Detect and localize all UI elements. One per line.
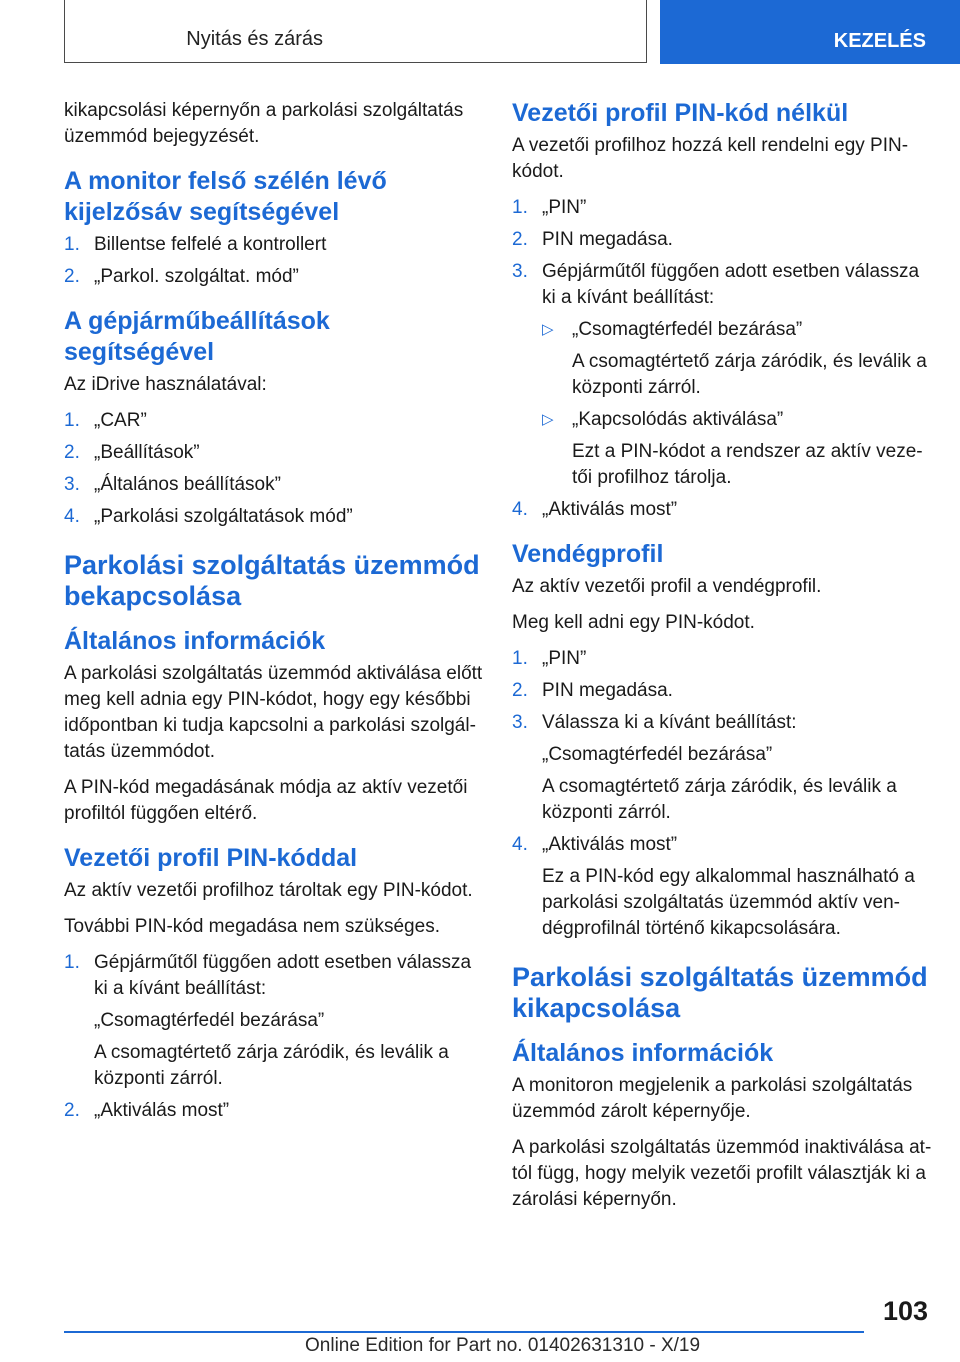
option-title: „Csomagtérfedél bezárása” [542, 744, 773, 765]
option-list [542, 317, 932, 491]
list-item: 3. Gépjárműtől függően adott esetben válassza ki a kívánt beállítást: ▷ „Csomagtérfedél bezárása” A csomagtértető zárja záródik, és leválik a központi zárról. ▷ „Kapcsolódás aktiválása” Ezt a PIN-kódot a rendszer az aktív vezetői profilhoz tárolja. [512, 259, 932, 491]
list-item: 3. „Általános beállítások” [64, 472, 484, 498]
monitor-steps [64, 232, 484, 290]
monitor-heading: A monitor felső szélén lévő kijelzősáv segítségével [64, 167, 387, 226]
guest-paragraph-2: Meg kell adni egy PIN-kódot. [512, 612, 755, 633]
list-item: 4. „Aktiválás most” [512, 497, 932, 523]
intro-paragraph: kikapcsolási képernyőn a parkolási szolgáltatás üzemmód bejegyzését. [64, 100, 464, 147]
general-paragraph-1: A monitoron megjelenik a parkolási szolgáltatás üzemmód zárolt képernyője. [512, 1075, 913, 1122]
vehicle-intro: Az iDrive használatával: [64, 374, 267, 395]
list-item: 4. „Parkolási szolgáltatások mód” [64, 504, 484, 530]
list-item: 3. Válassza ki a kívánt beállítást: „Csomagtérfedél bezárása” A csomagtértető zárja záródik, és leválik a központi zárról. [512, 710, 932, 826]
list-item: 1. „PIN” [512, 195, 932, 221]
step-number: 1. [64, 410, 80, 431]
pin-steps [64, 950, 484, 1124]
guest-paragraph-1: Az aktív vezetői profil a vendégprofil. [512, 576, 822, 597]
general-paragraph-2: A PIN-kód megadásának módja az aktív vezetői profiltól függően eltérő. [64, 777, 468, 824]
list-item: 2. PIN megadása. [512, 227, 932, 253]
footer-divider [64, 1331, 864, 1333]
activate-section-heading: Parkolási szolgáltatás üzemmód bekapcsolása [64, 550, 480, 611]
step-number: 2. [512, 229, 528, 250]
step-number: 2. [64, 1100, 80, 1121]
step-number: 3. [512, 261, 528, 282]
pin-profile-heading: Vezetői profil PIN-kóddal [64, 844, 358, 872]
step-number: 1. [512, 648, 528, 669]
list-item: 1. „CAR” [64, 408, 484, 434]
step-number: 1. [64, 234, 80, 255]
step-number: 2. [64, 442, 80, 463]
guest-profile-heading: Vendégprofil [512, 540, 664, 568]
step-number: 4. [512, 499, 528, 520]
step-number: 1. [512, 197, 528, 218]
page-header [64, 0, 960, 64]
list-item: 1. „PIN” [512, 646, 932, 672]
option-item: ▷ „Kapcsolódás aktiválása” Ezt a PIN-kódot a rendszer az aktív vezetői profilhoz tárolja. [542, 409, 923, 488]
list-item: 1. Gépjárműtől függően adott esetben válassza ki a kívánt beállítást: „Csomagtérfedél bezárása” A csomagtértető zárja záródik, és leválik a központi zárról. [64, 950, 484, 1092]
pin-paragraph-2: További PIN-kód megadása nem szükséges. [64, 916, 440, 937]
general-paragraph-1: A parkolási szolgáltatás üzemmód aktiválása előtt meg kell adnia egy PIN-kódot, hogy egy későbbi időpontban ki tudja kapcsolni a parkolási szolgáltatás üzemmódot. [64, 663, 483, 762]
vehicle-settings-heading: A gépjárműbeállítások segítségével [64, 307, 330, 366]
chapter-tab [660, 0, 960, 64]
deactivate-section-heading: Parkolási szolgáltatás üzemmód kikapcsolása [512, 962, 928, 1023]
list-item: 2. „Beállítások” [64, 440, 484, 466]
no-pin-paragraph: A vezetői profilhoz hozzá kell rendelni egy PIN-kódot. [512, 135, 909, 182]
option-description: Ez a PIN-kód egy alkalommal használható a parkolási szolgáltatás üzemmód aktív vendégprofilnál történő kikapcsolására. [542, 866, 915, 939]
left-column [64, 98, 484, 1138]
vehicle-steps [64, 408, 484, 530]
option-title: „Csomagtérfedél bezárása” [94, 1010, 325, 1031]
list-item: 2. „Aktiválás most” [64, 1098, 484, 1124]
step-number: 2. [512, 680, 528, 701]
chapter-title: KEZELÉS [833, 29, 926, 52]
general-paragraph-2: A parkolási szolgáltatás üzemmód inaktiválása attól függ, hogy melyik vezetői profilt választják ki a zárolási képernyőn. [512, 1137, 932, 1210]
guest-steps [512, 646, 932, 942]
right-column [512, 98, 932, 1223]
option-description: A csomagtértető zárja záródik, és leválik a központi zárról. [94, 1042, 449, 1089]
step-number: 4. [512, 834, 528, 855]
list-item: 1. Billentse felfelé a kontrollert [64, 232, 484, 258]
no-pin-steps [512, 195, 932, 523]
section-title: Nyitás és zárás [186, 28, 323, 50]
page-number: 103 [882, 1296, 928, 1326]
list-item: 4. „Aktiválás most” Ez a PIN-kód egy alkalommal használható a parkolási szolgáltatás üzemmód aktív vendégprofilnál történő kikapcsolására. [512, 832, 932, 942]
general-info-heading: Általános információk [512, 1039, 774, 1067]
no-pin-profile-heading: Vezetői profil PIN-kód nélkül [512, 99, 849, 127]
list-item: 2. PIN megadása. [512, 678, 932, 704]
step-number: 1. [64, 952, 80, 973]
step-number: 2. [64, 266, 80, 287]
step-number: 4. [64, 506, 80, 527]
list-item: 2. „Parkol. szolgáltat. mód” [64, 264, 484, 290]
pin-paragraph-1: Az aktív vezetői profilhoz tároltak egy PIN-kódot. [64, 880, 473, 901]
option-item: ▷ „Csomagtérfedél bezárása” A csomagtértető zárja záródik, és leválik a központi zárról. [542, 319, 927, 398]
header-frame [64, 0, 647, 63]
step-number: 3. [64, 474, 80, 495]
step-number: 3. [512, 712, 528, 733]
general-info-heading: Általános információk [64, 627, 326, 655]
triangle-bullet-icon: ▷ [542, 411, 554, 428]
triangle-bullet-icon: ▷ [542, 321, 554, 338]
option-description: A csomagtértető zárja záródik, és leválik a központi zárról. [542, 776, 897, 823]
footer-edition: Online Edition for Part no. 01402631310 - X/19 [305, 1335, 701, 1356]
